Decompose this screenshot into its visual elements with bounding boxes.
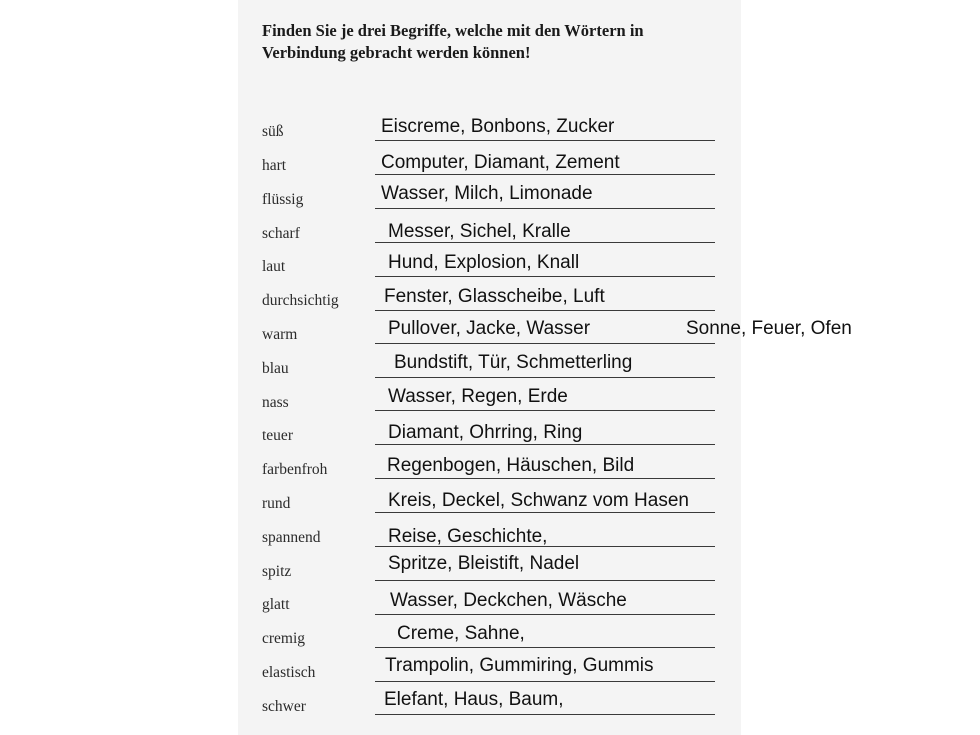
answer-line — [375, 614, 715, 615]
answer-text: Trampolin, Gummiring, Gummis — [385, 655, 654, 676]
word-label: spitz — [262, 563, 292, 580]
answer-line — [375, 174, 715, 175]
answer-line — [375, 580, 715, 581]
answer-text: Fenster, Glasscheibe, Luft — [384, 286, 605, 307]
answer-text: Pullover, Jacke, Wasser — [388, 318, 591, 339]
answer-line — [375, 208, 715, 209]
answer-text: Eiscreme, Bonbons, Zucker — [381, 116, 615, 137]
answer-text: Messer, Sichel, Kralle — [388, 221, 571, 242]
word-label: scharf — [262, 225, 300, 242]
word-label: hart — [262, 157, 287, 174]
answer-text: Reise, Geschichte, — [388, 526, 548, 547]
answer-text: Spritze, Bleistift, Nadel — [388, 553, 580, 574]
answer-text: Wasser, Milch, Limonade — [381, 183, 593, 204]
answer-text: Bundstift, Tür, Schmetterling — [394, 352, 633, 373]
answer-text: Wasser, Deckchen, Wäsche — [390, 590, 627, 611]
answer-line — [375, 546, 715, 547]
answer-line — [375, 478, 715, 479]
answer-line — [375, 681, 715, 682]
answer-line — [375, 377, 715, 378]
worksheet-instruction: Finden Sie je drei Begriffe, welche mit den Wörtern in Verbindung gebracht werden können! — [262, 21, 644, 62]
word-label: farbenfroh — [262, 461, 328, 478]
answer-line — [375, 714, 715, 715]
extra-answer-text: Sonne, Feuer, Ofen — [686, 318, 852, 339]
answer-text: Wasser, Regen, Erde — [388, 386, 568, 407]
answer-text: Elefant, Haus, Baum, — [384, 689, 564, 710]
word-label: rund — [262, 495, 291, 512]
answer-text: Regenbogen, Häuschen, Bild — [387, 455, 635, 476]
answer-text: Kreis, Deckel, Schwanz vom Hasen — [388, 490, 689, 511]
answer-line — [375, 343, 715, 344]
word-label: cremig — [262, 630, 306, 647]
answer-line — [375, 140, 715, 141]
answer-line — [375, 512, 715, 513]
word-label: schwer — [262, 698, 306, 715]
answer-line — [375, 276, 715, 277]
answer-text: Hund, Explosion, Knall — [388, 252, 580, 273]
word-label: spannend — [262, 529, 321, 546]
answer-line — [375, 242, 715, 243]
answer-line — [375, 310, 715, 311]
word-label: elastisch — [262, 664, 316, 681]
word-label: flüssig — [262, 191, 304, 208]
word-label: glatt — [262, 596, 290, 613]
word-label: laut — [262, 258, 286, 275]
word-label: süß — [262, 123, 284, 140]
answer-text: Creme, Sahne, — [397, 623, 525, 644]
word-label: durchsichtig — [262, 292, 339, 309]
answer-line — [375, 444, 715, 445]
word-label: warm — [262, 326, 298, 343]
answer-line — [375, 647, 715, 648]
answer-line — [375, 410, 715, 411]
word-label: nass — [262, 394, 289, 411]
answer-text: Computer, Diamant, Zement — [381, 152, 620, 173]
word-label: teuer — [262, 427, 293, 444]
answer-text: Diamant, Ohrring, Ring — [388, 422, 583, 443]
word-label: blau — [262, 360, 289, 377]
